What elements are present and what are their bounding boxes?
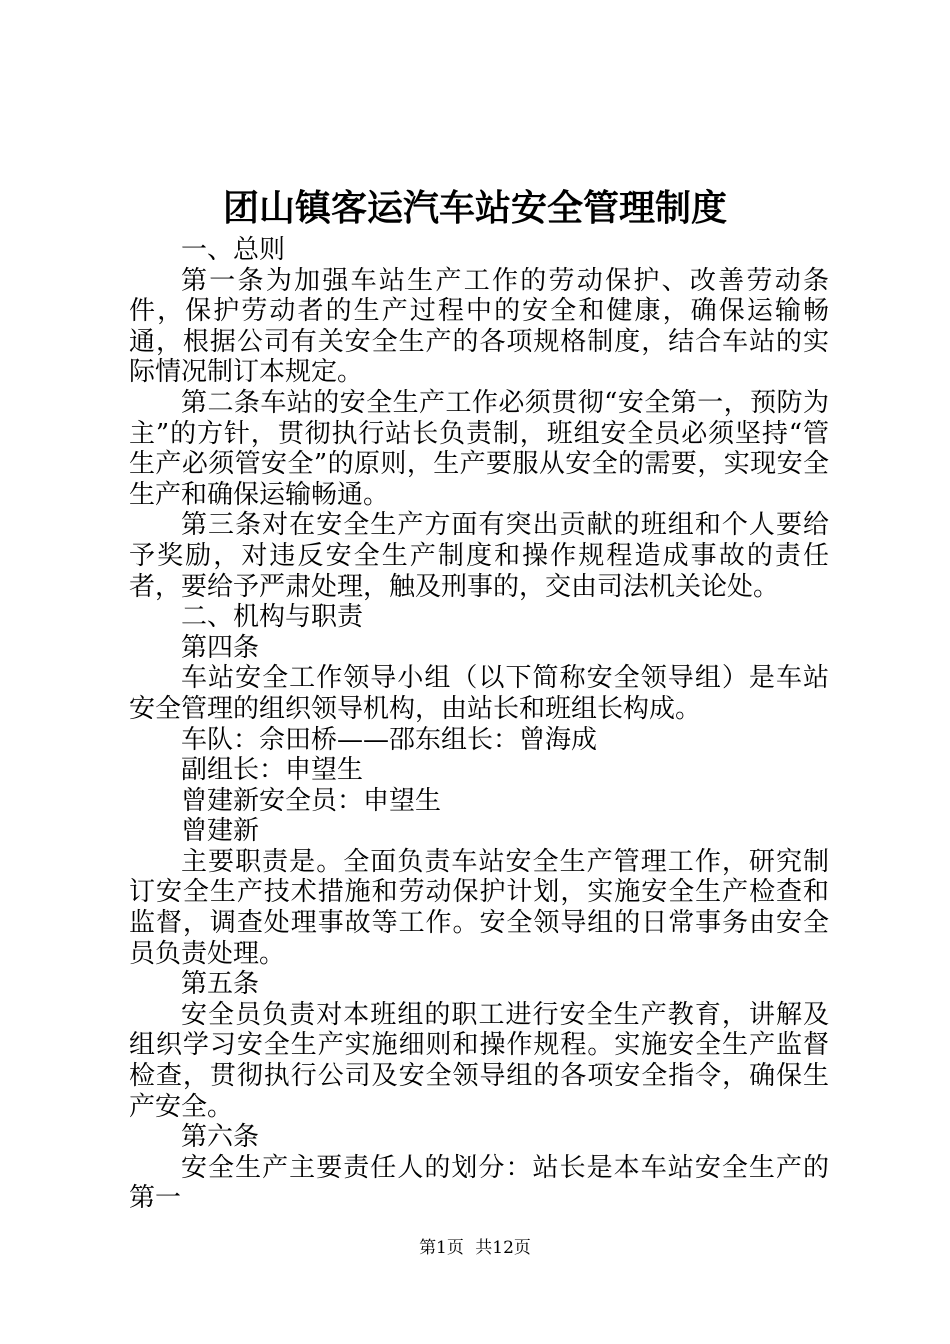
paragraph: 主要职责是。全面负责车站安全生产管理工作，研究制订安全生产技术措施和劳动保护计划，实施安全生产检查和监督，调查处理事故等工作。安全领导组的日常事务由安全员负责处理。 — [129, 846, 829, 969]
paragraph: 车队：佘田桥——邵东组长：曾海成 — [181, 724, 598, 755]
paragraph: 曾建新安全员：申望生 — [181, 785, 442, 816]
section-heading: 一、总则 — [181, 235, 286, 265]
article-heading: 第四条 — [181, 632, 260, 663]
paragraph: 安全生产主要责任人的划分：站长是本车站安全生产的第一 — [129, 1152, 829, 1214]
paragraph: 车站安全工作领导小组（以下简称安全领导组）是车站安全管理的组织领导机构，由站长和班组长构成。 — [129, 663, 829, 724]
document-body — [129, 235, 829, 1214]
paragraph: 副组长：申望生 — [181, 755, 364, 786]
paragraph: 第一条为加强车站生产工作的劳动保护、改善劳动条件，保护劳动者的生产过程中的安全和健康，确保运输畅通，根据公司有关安全生产的各项规格制度，结合车站的实际情况制订本规定。 — [129, 265, 829, 388]
paragraph: 第二条车站的安全生产工作必须贯彻“安全第一，预防为主”的方针，贯彻执行站长负责制，班组安全员必须坚持“管生产必须管安全”的原则，生产要服从安全的需要，实现安全生产和确保运输畅通。 — [129, 387, 829, 510]
paragraph: 安全员负责对本班组的职工进行安全生产教育，讲解及组织学习安全生产实施细则和操作规程。实施安全生产监督检查，贯彻执行公司及安全领导组的各项安全指令，确保生产安全。 — [129, 999, 829, 1122]
document-title: 团山镇客运汽车站安全管理制度 — [222, 187, 727, 229]
article-heading: 第五条 — [181, 969, 260, 1000]
paragraph: 第三条对在安全生产方面有突出贡献的班组和个人要给予奖励，对违反安全生产制度和操作规程造成事故的责任者，要给予严肃处理，触及刑事的，交由司法机关论处。 — [129, 510, 829, 602]
article-heading: 第六条 — [181, 1122, 260, 1153]
page-footer — [0, 1233, 950, 1258]
page-number: 第1页 — [419, 1238, 464, 1258]
page-total: 共12页 — [475, 1238, 531, 1258]
section-heading: 二、机构与职责 — [181, 602, 364, 633]
paragraph: 曾建新 — [181, 816, 260, 847]
